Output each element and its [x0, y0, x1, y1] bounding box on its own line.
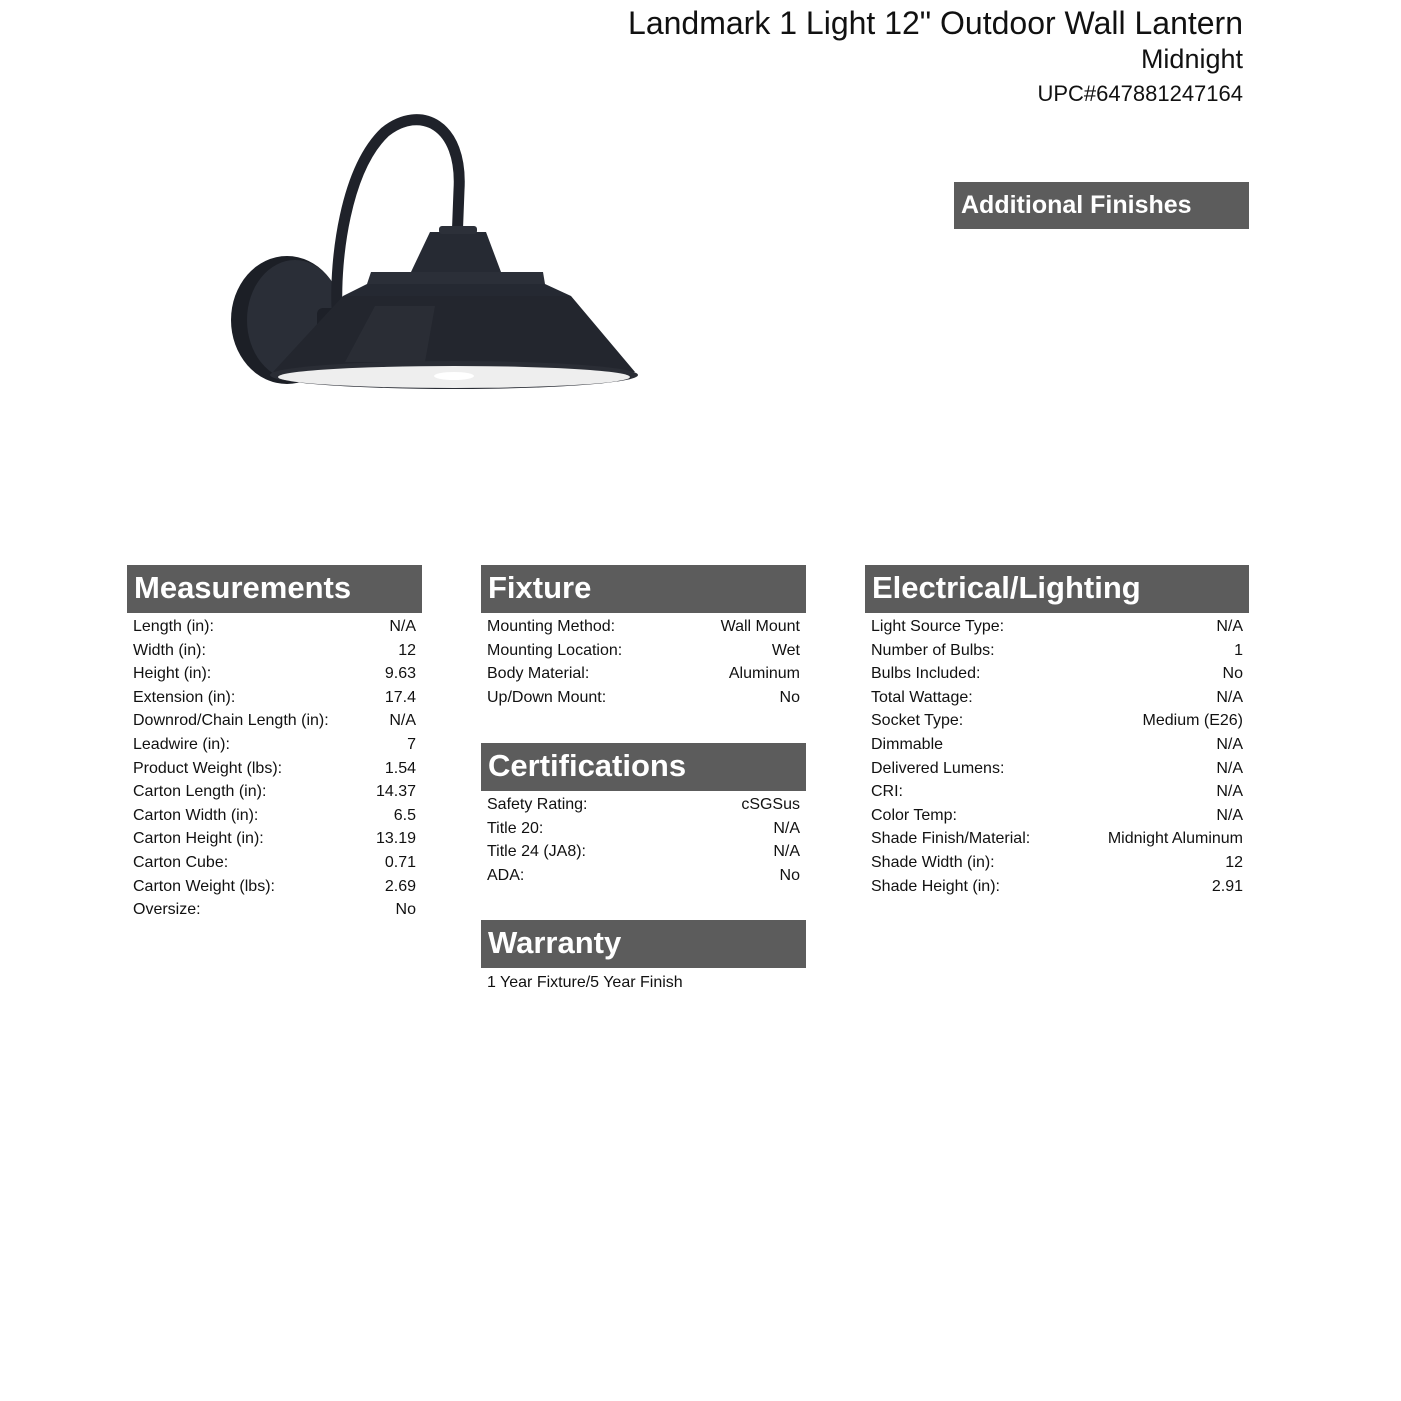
spec-row — [127, 898, 422, 922]
spec-value: N/A — [773, 843, 800, 861]
spec-row — [127, 686, 422, 710]
spec-value: 0.71 — [384, 853, 416, 871]
measurements-header: Measurements — [127, 565, 422, 613]
spec-row — [127, 662, 422, 686]
spec-row — [865, 639, 1249, 663]
spec-value: 9.63 — [384, 665, 416, 683]
spec-row — [481, 864, 806, 888]
spec-value: 12 — [398, 641, 416, 659]
spec-value: No — [779, 688, 800, 706]
spec-label: Width (in): — [133, 641, 206, 659]
warranty-text: 1 Year Fixture/5 Year Finish — [487, 974, 683, 991]
finish-name: Midnight — [1140, 44, 1243, 74]
spec-label: Title 20: — [487, 819, 544, 837]
spec-label: Carton Height (in): — [133, 830, 264, 848]
fixture-header: Fixture — [481, 565, 806, 613]
spec-row — [127, 757, 422, 781]
spec-row — [127, 827, 422, 851]
spec-row — [865, 662, 1249, 686]
spec-row — [127, 780, 422, 804]
spec-label: Safety Rating: — [487, 796, 588, 813]
spec-label: Socket Type: — [871, 712, 964, 730]
spec-value: 6.5 — [393, 806, 416, 824]
spec-label: Extension (in): — [133, 688, 236, 706]
spec-value: No — [395, 901, 416, 919]
spec-row — [127, 615, 422, 639]
product-header — [628, 4, 1243, 112]
spec-row — [127, 709, 422, 733]
spec-label: Dimmable — [871, 735, 944, 753]
measurements-section — [127, 565, 422, 922]
spec-row — [127, 733, 422, 757]
spec-label: Shade Height (in): — [871, 877, 1000, 895]
spec-row — [865, 733, 1249, 757]
spec-row — [481, 817, 806, 841]
spec-value: 12 — [1225, 853, 1243, 871]
spec-label: Carton Cube: — [133, 853, 229, 871]
spec-row — [481, 840, 806, 864]
spec-value: N/A — [1216, 806, 1243, 824]
spec-label: Carton Weight (lbs): — [133, 877, 275, 895]
additional-finishes-header: Additional Finishes — [954, 182, 1249, 229]
spec-row — [481, 615, 806, 639]
electrical-header: Electrical/Lighting — [865, 565, 1249, 613]
spec-row — [481, 662, 806, 686]
spec-label: Shade Finish/Material: — [871, 830, 1031, 848]
spec-label: Mounting Method: — [487, 618, 616, 635]
certifications-header: Certifications — [481, 743, 806, 791]
spec-label: CRI: — [871, 783, 903, 801]
spec-value: N/A — [773, 819, 800, 837]
spec-row — [481, 686, 806, 710]
spec-value: 1 — [1234, 641, 1243, 659]
spec-label: Title 24 (JA8): — [487, 843, 586, 861]
spec-row — [865, 804, 1249, 828]
spec-value: 1.54 — [384, 759, 416, 777]
spec-row — [481, 639, 806, 663]
spec-label: Carton Width (in): — [133, 806, 259, 824]
spec-label: Bulbs Included: — [871, 665, 981, 683]
spec-row — [865, 827, 1249, 851]
spec-label: Mounting Location: — [487, 641, 623, 659]
spec-value: N/A — [1216, 618, 1243, 635]
spec-value: Aluminum — [728, 665, 800, 683]
spec-value: Medium (E26) — [1142, 712, 1243, 730]
spec-label: Number of Bulbs: — [871, 641, 995, 659]
fixture-rows — [481, 613, 806, 709]
spec-row — [865, 757, 1249, 781]
spec-value: 7 — [407, 735, 416, 753]
spec-row — [865, 709, 1249, 733]
spec-value: Wall Mount — [720, 618, 800, 635]
electrical-section — [865, 565, 1249, 898]
spec-label: Total Wattage: — [871, 688, 973, 706]
electrical-rows — [865, 613, 1249, 898]
spec-value: No — [1222, 665, 1243, 683]
spec-row — [865, 875, 1249, 899]
spec-label: ADA: — [487, 866, 525, 884]
product-title: Landmark 1 Light 12" Outdoor Wall Lantern — [628, 5, 1243, 41]
spec-row — [127, 804, 422, 828]
upc-code: UPC#647881247164 — [1037, 81, 1243, 106]
spec-value: N/A — [1216, 735, 1243, 753]
spec-label: Body Material: — [487, 665, 590, 683]
product-image — [225, 110, 645, 400]
measurements-rows — [127, 613, 422, 922]
spec-row — [127, 851, 422, 875]
spec-value: N/A — [389, 712, 416, 730]
spec-row — [865, 780, 1249, 804]
spec-label: Product Weight (lbs): — [133, 759, 283, 777]
spec-value: No — [779, 866, 800, 884]
spec-row — [481, 793, 806, 817]
certifications-rows — [481, 791, 806, 887]
spec-row — [865, 686, 1249, 710]
spec-label: Shade Width (in): — [871, 853, 995, 871]
spec-value: 17.4 — [384, 688, 416, 706]
spec-label: Length (in): — [133, 618, 214, 635]
spec-row — [865, 615, 1249, 639]
warranty-header: Warranty — [481, 920, 806, 968]
spec-value: Midnight Aluminum — [1107, 830, 1243, 848]
spec-value: 14.37 — [375, 783, 416, 801]
warranty-section — [481, 920, 806, 995]
spec-row — [865, 851, 1249, 875]
spec-value: N/A — [389, 618, 416, 635]
spec-label: Color Temp: — [871, 806, 957, 824]
spec-value: 2.69 — [384, 877, 416, 895]
spec-row — [127, 639, 422, 663]
spec-value: 13.19 — [375, 830, 416, 848]
spec-label: Downrod/Chain Length (in): — [133, 712, 329, 730]
spec-label: Light Source Type: — [871, 618, 1005, 635]
spec-value: N/A — [1216, 783, 1243, 801]
spec-label: Leadwire (in): — [133, 735, 230, 753]
certifications-section — [481, 743, 806, 887]
spec-value: Wet — [771, 641, 800, 659]
spec-row — [127, 875, 422, 899]
spec-value: cSGSus — [741, 796, 800, 813]
fixture-section — [481, 565, 806, 709]
spec-label: Up/Down Mount: — [487, 688, 607, 706]
spec-label: Oversize: — [133, 901, 201, 919]
spec-label: Carton Length (in): — [133, 783, 267, 801]
spec-label: Delivered Lumens: — [871, 759, 1005, 777]
spec-value: N/A — [1216, 688, 1243, 706]
spec-label: Height (in): — [133, 665, 212, 683]
spec-value: N/A — [1216, 759, 1243, 777]
spec-value: 2.91 — [1211, 877, 1243, 895]
